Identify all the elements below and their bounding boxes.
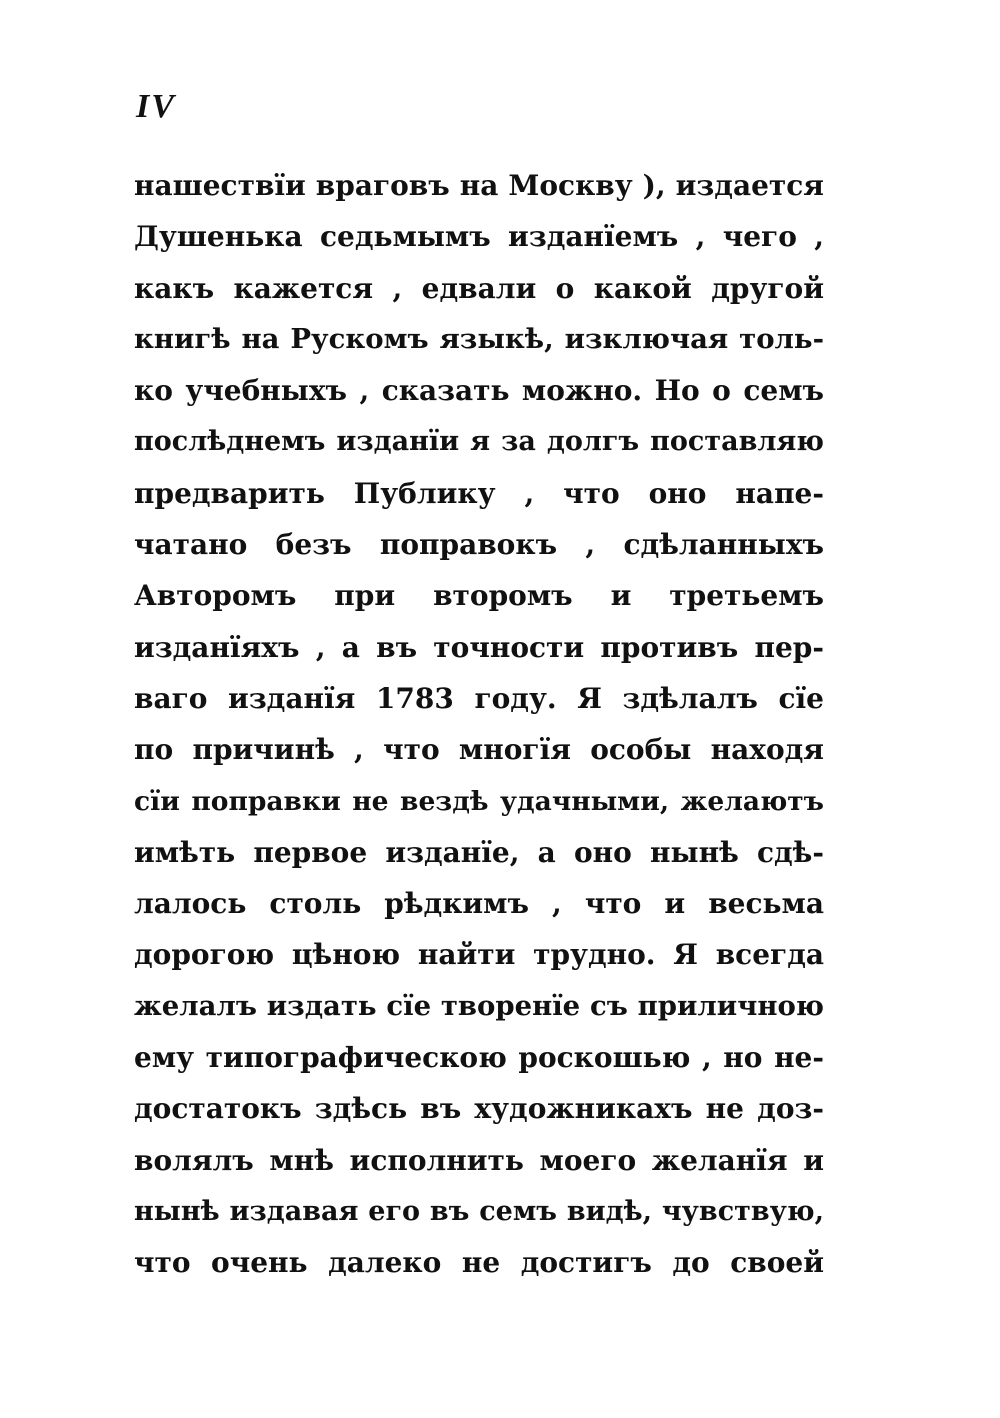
text-line: предварить Публику , что оно напе- (134, 476, 824, 510)
text-line: нашествїи враговъ на Москву ), издается (134, 169, 824, 202)
text-line: волялъ мнѣ исполнить моего желанїя и (134, 1143, 824, 1177)
text-line: ко учебныхъ , сказать можно. Но о семъ (134, 374, 824, 408)
text-line: Душенька седьмымъ изданїемъ , чего , (134, 220, 824, 254)
text-line: желалъ издать сїе творенїе съ приличною (134, 989, 824, 1022)
text-line: послѣднемъ изданїи я за долгъ поставляю (134, 426, 824, 458)
text-line: имѣть первое изданїе, а оно нынѣ сдѣ- (134, 835, 824, 869)
text-line: какъ кажется , едвали о какой другой (134, 271, 824, 305)
text-line: сїи поправки не вездѣ удачными, желаютъ (134, 785, 824, 817)
text-line: книгѣ на Рускомъ языкѣ, изключая толь- (134, 322, 824, 355)
text-line: что очень далеко не достигъ до своей (134, 1246, 824, 1280)
text-line: ваго изданїя 1783 году. Я здѣлалъ сїе (134, 681, 824, 715)
text-line: лалось столь рѣдкимъ , что и весьма (134, 887, 824, 921)
text-line: чатано безъ поправокъ , сдѣланныхъ (134, 528, 824, 562)
text-line: дорогою цѣною найти трудно. Я всегда (134, 938, 824, 972)
text-line: нынѣ издавая его въ семъ видѣ, чувствую, (134, 1195, 824, 1227)
body-text (134, 160, 824, 1289)
text-line: ему типографическою роскошью , но не- (134, 1041, 824, 1075)
text-line: изданїяхъ , а въ точности противъ пер- (134, 630, 824, 664)
text-line: по причинѣ , что многїя особы находя (134, 733, 824, 767)
page-number: IV (136, 88, 176, 125)
text-line: достатокъ здѣсь въ художникахъ не доз- (134, 1092, 824, 1126)
text-line: Авторомъ при второмъ и третьемъ (134, 579, 824, 613)
